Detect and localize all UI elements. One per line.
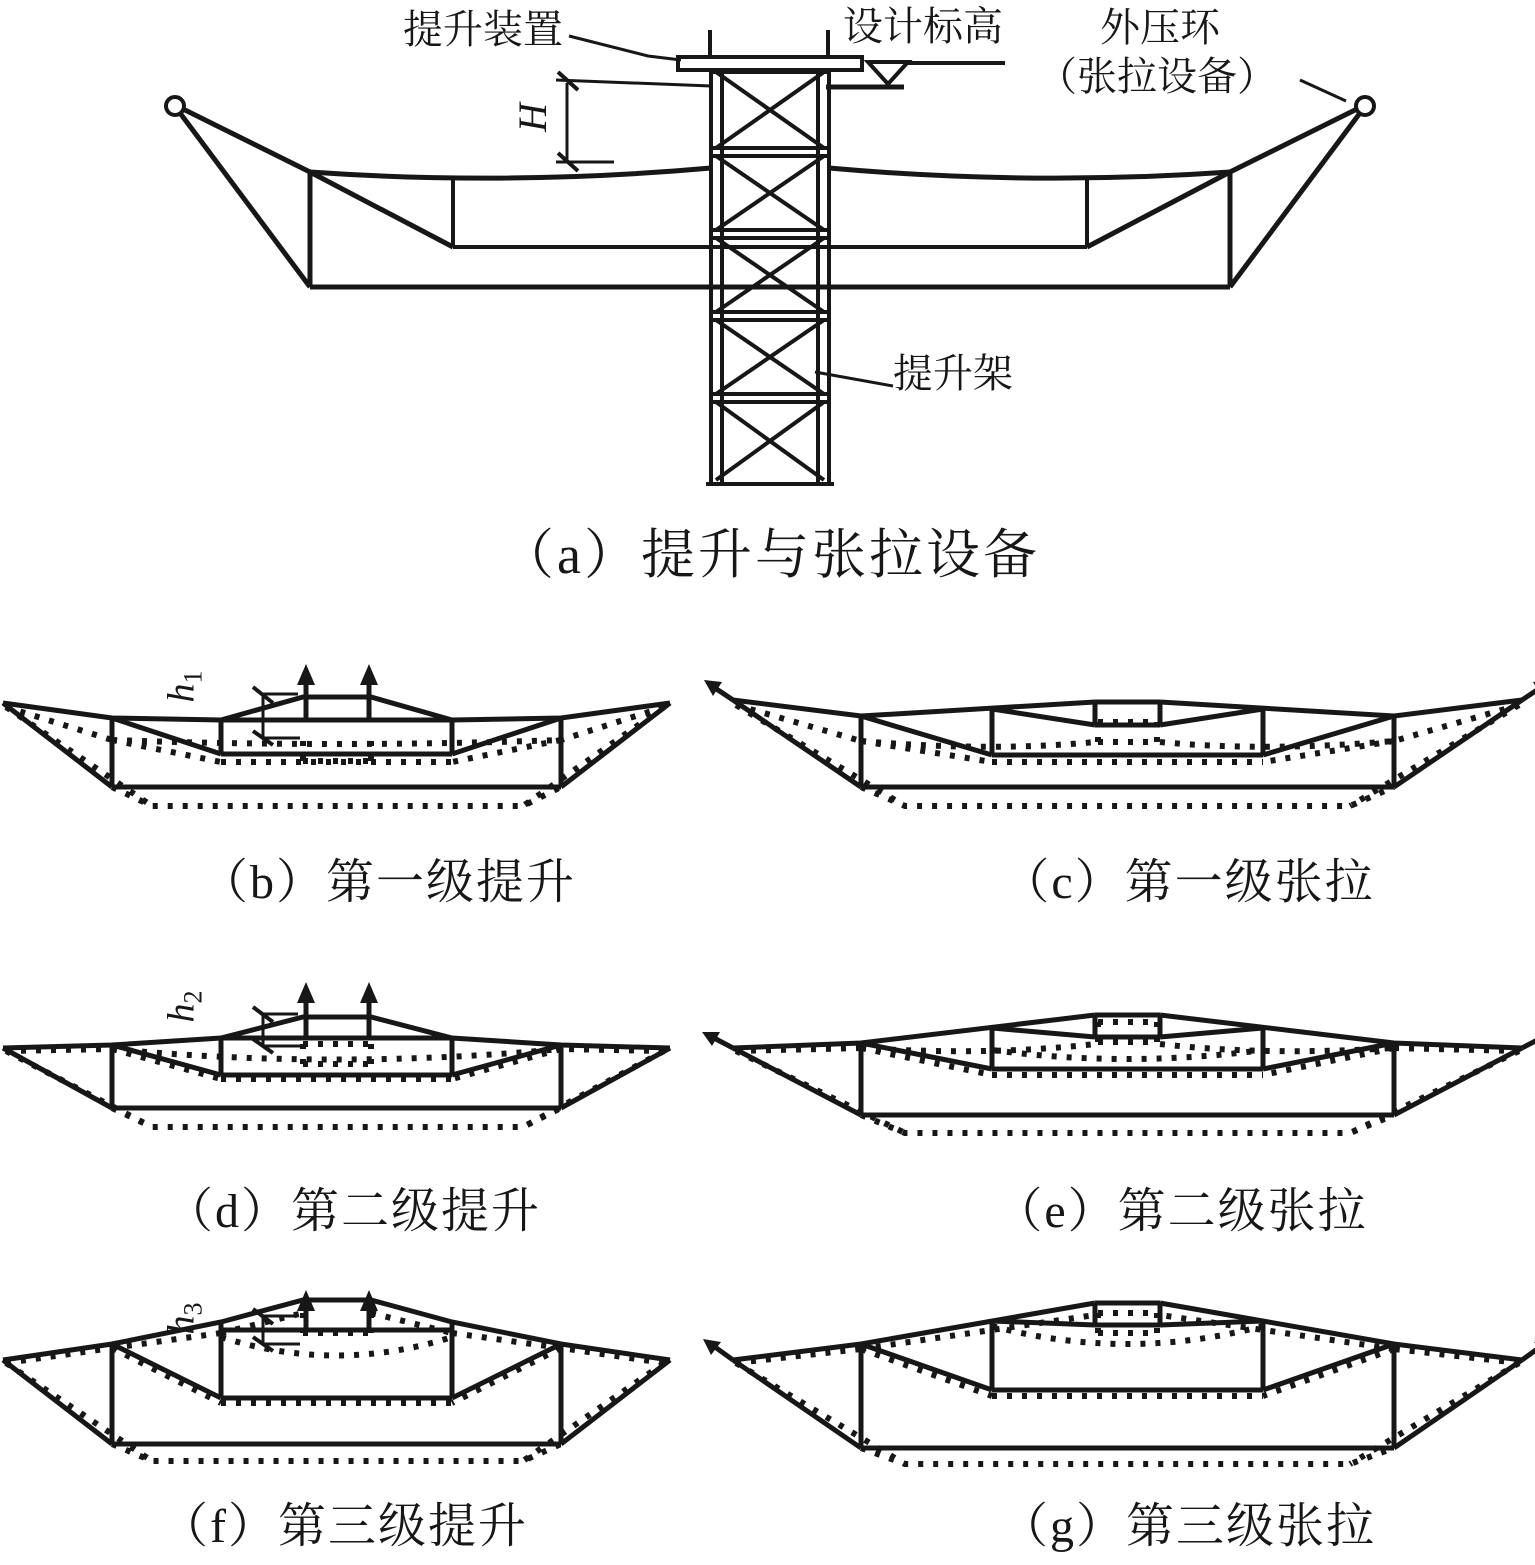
tower-top-posts [710,30,828,57]
label-h3-base: h [160,1315,203,1335]
current-position-solid [733,1303,1522,1448]
current-position-solid [733,700,1522,787]
lift-arrows-icon [297,982,378,1036]
label-outer-ring-sub: （张拉设备） [1037,54,1277,99]
label-h3 [160,1303,209,1335]
label-h1-base: h [160,683,203,703]
tower-struts [706,72,834,484]
tower-x-bracing [716,72,824,480]
label-h2 [160,991,209,1023]
truss-diagonals [310,172,1230,247]
caption-g: （g）第三级张拉 [999,1500,1376,1553]
diagram-f-stage3-lift [3,1290,670,1461]
label-lifting-frame: 提升架 [893,351,1013,396]
diagram-c-stage1-tension [704,680,1535,806]
leader-outer-ring [1300,80,1346,101]
dimension-H [556,72,711,171]
diagram-b-stage1-lift [3,664,670,806]
label-h2-sub: 2 [178,990,208,1004]
truss-top-chord [310,168,1230,178]
label-h2-base: h [160,1003,203,1023]
diagram-e-stage2-tension [702,1015,1535,1133]
label-h1-sub: 1 [178,670,208,684]
lifting-tower [678,30,862,484]
caption-b: （b）第一级提升 [199,856,576,909]
ring-tie-lower [180,113,1360,287]
current-position-solid [3,697,670,787]
dimension-h1 [253,687,300,745]
leader-lifting-frame [815,372,893,386]
ring-tie-upper [183,109,1357,172]
dimension-H-lines [556,80,711,162]
label-lifting-device: 提升装置 [403,7,563,52]
label-outer-ring: 外压环 [1100,5,1220,50]
previous-position-dotted [6,1044,664,1127]
tension-arrows-icon [704,680,1535,700]
current-position-solid [733,1015,1522,1115]
leader-lifting-device [569,36,681,60]
elevation-triangle-icon [868,62,908,84]
diagram-g-stage3-tension [703,1303,1535,1464]
caption-e: （e）第二级张拉 [994,1185,1368,1238]
label-h1 [160,671,209,703]
current-position-solid [3,1300,670,1444]
caption-a: （a）提升与张拉设备 [500,525,1040,585]
lifting-device-platform [678,57,862,70]
lift-arrows-icon [297,664,378,720]
diagram-d-stage2-lift [3,982,670,1127]
caption-f: （f）第三级提升 [160,1500,528,1553]
caption-c: （c）第一级张拉 [1001,856,1375,909]
label-h3-sub: 3 [178,1302,208,1316]
label-dim-H: H [509,103,555,132]
lift-arrows-icon [297,1290,378,1328]
label-design-elevation: 设计标高 [843,4,1003,49]
caption-d: （d）第二级提升 [164,1185,541,1238]
